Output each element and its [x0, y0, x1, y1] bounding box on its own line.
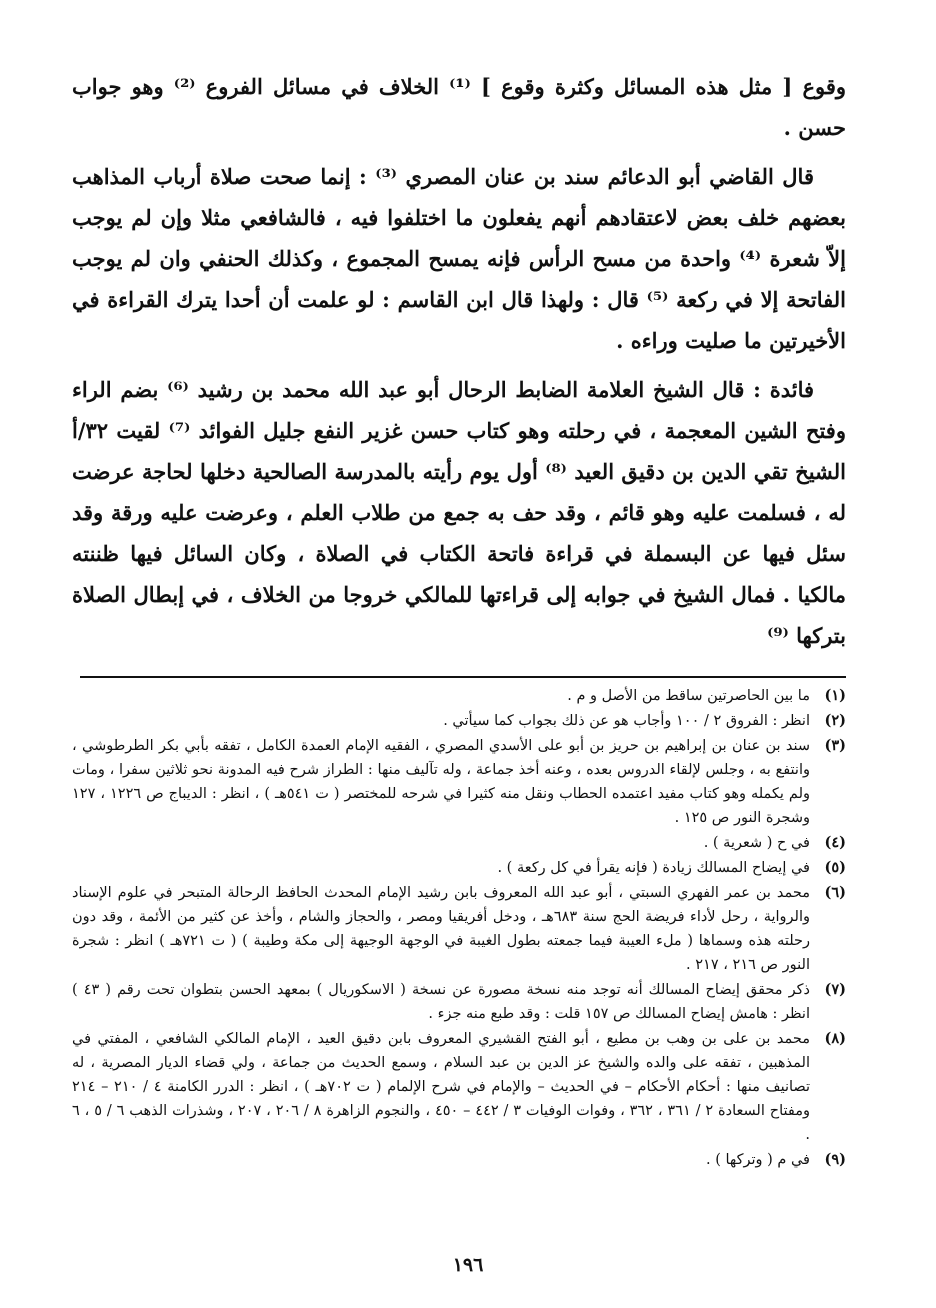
footnote-text: في م ( وتركها ) .	[705, 1152, 810, 1168]
footnote-3	[72, 734, 846, 830]
footnote-number: (٧)	[824, 981, 846, 998]
footnote-text: محمد بن على بن وهب بن مطيع ، أبو الفتح القشيري المعروف بابن دقيق العيد ، الإمام المالكي الشافعي ، المفتي في المذهبين ، تفقه على والده والشيخ عز الدين بن عبد السلام ، وسمع الحديث من جماعة ، ولي قضاء الديار المصرية ، له تصانيف منها : أحكام الأحكام – في الحديث – والإمام في شرح الإلمام ( ت ٧٠٢هـ ) ، انظر : الدرر الكامنة ٤ / ٢١٠ – ٢١٤ ومفتاح السعادة ٢ / ٣٦١ ، ٣٦٢ ، وفوات الوفيات ٣ / ٤٤٢ – ٤٥٠ ، والنجوم الزاهرة ٨ / ٢٠٦ ، ٢٠٧ ، وشذرات الذهب ٦ / ٥ ، ٦ .	[72, 1031, 811, 1143]
footnote-number: (٢)	[824, 712, 846, 729]
footnote-2	[72, 709, 846, 733]
footnote-1	[72, 684, 846, 708]
footnote-text: انظر : الفروق ٢ / ١٠٠ وأجاب هو عن ذلك بجواب كما سيأتي .	[443, 713, 810, 729]
footnote-number: (١)	[824, 687, 846, 704]
footnote-number: (٨)	[824, 1030, 846, 1047]
footnote-6	[72, 881, 846, 977]
footnote-text: ذكر محقق إيضاح المسالك أنه توجد منه نسخة مصورة عن نسخة ( الاسكوريال ) بمعهد الحسن بتطوان تحت رقم ( ٤٣ ) انظر : هامش إيضاح المسالك ص ١٥٧ قلت : وقد طبع منه جزء .	[72, 982, 810, 1022]
main-text	[72, 66, 846, 656]
footnote-7	[72, 978, 846, 1026]
page-number: ١٩٦	[452, 1254, 484, 1276]
footnote-number: (٤)	[824, 834, 846, 851]
footnote-text: ما بين الحاصرتين ساقط من الأصل و م .	[567, 688, 810, 704]
paragraph-faida: فائدة : قال الشيخ العلامة الضابط الرحال أبو عبد الله محمد بن رشيد ⁽⁶⁾ بضم الراء وفتح الشين المعجمة ، في رحلته وهو كتاب حسن غزير النفع جليل الفوائد ⁽⁷⁾ لقيت ٣٢/أ الشيخ تقي الدين بن دقيق العيد ⁽⁸⁾ أول يوم رأيته بالمدرسة الصالحية دخلها لحاجة عرضت له ، فسلمت عليه وهو قائم ، وقد حف به جمع من طلاب العلم ، وعرضت عليه ورقة وقد سئل فيها عن البسملة في قراءة فاتحة الكتاب في الصلاة ، وكان السائل فيها ظننته مالكيا . فمال الشيخ في جوابه إلى قراءتها للمالكي خروجا من الخلاف ، في إبطال الصلاة بتركها ⁽⁹⁾	[72, 377, 846, 648]
footnote-number: (٣)	[824, 737, 846, 754]
footnote-text: محمد بن عمر الفهري السبتي ، أبو عبد الله المعروف بابن رشيد الإمام المحدث الحافظ الرحالة المتبحر في علوم الإسناد والرواية ، رحل لأداء فريضة الحج سنة ٦٨٣هـ ، ودخل أفريقيا ومصر ، والحجاز والشام ، وأخذ عن كثير من الأئمة ، وقد دون رحلته هذه وسماها ( ملء العيبة فيما جمعته بطول الغيبة في الوجهة الوجيهة إلى مكة وطيبة ) ( ت ٧٢١هـ ) انظر : شجرة النور ص ٢١٦ ، ٢١٧ .	[72, 885, 811, 973]
footnote-text: في ح ( شعرية ) .	[703, 835, 810, 851]
footnote-9	[72, 1148, 846, 1172]
footnote-text: في إيضاح المسالك زيادة ( فإنه يقرأ في كل ركعة ) .	[497, 860, 810, 876]
footnote-8	[72, 1027, 846, 1147]
footnote-number: (٦)	[824, 884, 846, 901]
footnote-4	[72, 831, 846, 855]
footnote-number: (٩)	[824, 1151, 846, 1168]
footnote-5	[72, 856, 846, 880]
footnote-separator	[80, 676, 846, 678]
footnote-text: سند بن عنان بن إبراهيم بن حريز بن أبو على الأسدي المصري ، الفقيه الإمام العمدة الكامل ، تفقه بأبي بكر الطرطوشي ، وانتفع به ، وجلس لإلقاء الدروس بعده ، وعنه أخذ جماعة ، وله تآليف منها : الطراز شرح فيه المدونة نحو ثلاثين سفرا ، ومات ولم يكمله وهو كتاب مفيد اعتمده الحطاب ونقل منه كثيرا في شرحه للمختصر ( ت ٥٤١هـ ) ، انظر : الديباج ص ١٢٢٦ ، ١٢٧ وشجرة النور ص ١٢٥ .	[72, 738, 810, 826]
paragraph-continuation: وقوع [ مثل هذه المسائل وكثرة وقوع ] ⁽¹⁾ الخلاف في مسائل الفروع ⁽²⁾ وهو جواب حسن .	[72, 74, 846, 140]
footnotes	[72, 684, 846, 1172]
paragraph-sanad: قال القاضي أبو الدعائم سند بن عنان المصري ⁽³⁾ : إنما صحت صلاة أرباب المذاهب بعضهم خلف بعض لاعتقادهم أنهم يفعلون ما اختلفوا فيه ، فالشافعي مثلا وإن لم يوجب إلاّ شعرة ⁽⁴⁾ واحدة من مسح الرأس فإنه يمسح المجموع ، وكذلك الحنفي وان لم يوجب الفاتحة إلا في ركعة ⁽⁵⁾ قال : ولهذا قال ابن القاسم : لو علمت أن أحدا يترك القراءة في الأخيرتين ما صليت وراءه .	[72, 164, 847, 353]
footnote-number: (٥)	[824, 859, 846, 876]
